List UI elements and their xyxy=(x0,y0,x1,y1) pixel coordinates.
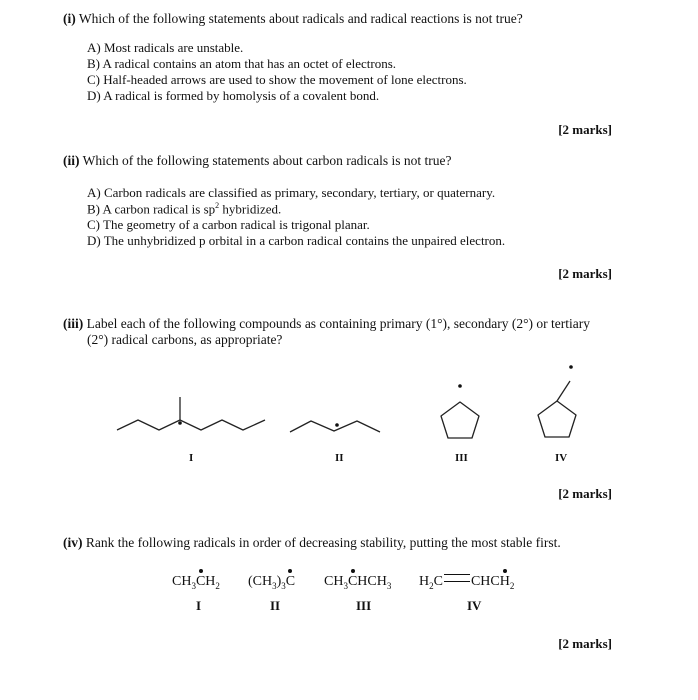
formula-2-label: II xyxy=(270,598,281,613)
formula-3-rad: H xyxy=(357,574,368,589)
structure-1-label: I xyxy=(189,452,194,464)
formula-3-sub1: 3 xyxy=(343,580,348,591)
formula-2-sub2: 3 xyxy=(281,580,286,591)
formula-3-tail: CH xyxy=(367,574,387,589)
question-2-number: (ii) xyxy=(63,153,80,168)
structure-4-label: IV xyxy=(555,452,568,464)
question-1-number: (i) xyxy=(63,11,76,26)
structure-3-label: III xyxy=(455,452,468,464)
formula-4 xyxy=(419,574,514,591)
double-bond-icon xyxy=(444,574,470,582)
question-4-text: Rank the following radicals in order of decreasing stability, putting the most stable first. xyxy=(85,535,561,550)
structure-3-ring xyxy=(441,402,479,438)
formula-1-sub1: 3 xyxy=(191,580,196,591)
q3-marks: [2 marks] xyxy=(558,486,612,501)
question-1-text: Which of the following statements about radicals and radical reactions is not true? xyxy=(78,11,523,26)
structure-1-radical-dot xyxy=(178,421,182,425)
formula-4-radical-center: H xyxy=(499,574,510,589)
formula-4-sub2: 2 xyxy=(509,580,515,591)
q2-option-b-sup: 2 xyxy=(215,201,220,210)
q2-option-d: D) The unhybridized p orbital in a carbon radical contains the unpaired electron. xyxy=(87,233,506,248)
structure-4-methyl xyxy=(557,381,570,401)
formula-1-sub2: 2 xyxy=(215,580,220,591)
formula-2-radical-center: C xyxy=(285,574,296,589)
q2-option-a: A) Carbon radicals are classified as primary, secondary, tertiary, or quaternary. xyxy=(87,185,496,200)
formula-1-pre: CH xyxy=(172,574,192,589)
formula-4-pre: H xyxy=(419,574,430,589)
q2-option-b-text: B) A carbon radical is sp xyxy=(87,201,216,217)
structure-2-chain xyxy=(290,421,380,432)
structure-2-label: II xyxy=(335,452,344,464)
formula-2 xyxy=(248,574,295,591)
q1-option-b: B) A radical contains an atom that has an octet of electrons. xyxy=(87,56,397,71)
q4-marks: [2 marks] xyxy=(558,636,612,651)
structure-4-radical-dot xyxy=(569,365,573,369)
formula-3-pre: CH xyxy=(324,574,344,589)
formula-1-label: I xyxy=(196,598,202,613)
formula-1 xyxy=(172,574,220,591)
question-2-text: Which of the following statements about carbon radicals is not true? xyxy=(82,153,452,168)
formula-3-radical-center: C xyxy=(347,574,358,589)
q1-marks: [2 marks] xyxy=(558,122,612,137)
formula-1-rad: H xyxy=(205,574,216,589)
formula-2-sub1: 3 xyxy=(272,580,277,591)
formula-3-label: III xyxy=(356,598,372,613)
formula-4-tail: CHC xyxy=(470,574,500,589)
question-3-line2: (2°) radical carbons, as appropriate? xyxy=(87,332,283,347)
formula-4-label: IV xyxy=(467,598,482,613)
structure-2-radical-dot xyxy=(335,423,339,427)
structure-3-radical-dot xyxy=(458,384,462,388)
question-4-number: (iv) xyxy=(63,535,83,550)
formula-2-mid: ) xyxy=(276,574,282,589)
formula-4-sub1: 2 xyxy=(429,580,434,591)
question-4 xyxy=(63,535,561,551)
structure-4-ring xyxy=(538,401,576,437)
structure-1-chain xyxy=(117,420,265,430)
q2-option-c: C) The geometry of a carbon radical is trigonal planar. xyxy=(87,217,370,232)
q1-option-a: A) Most radicals are unstable. xyxy=(87,40,244,55)
q2-marks: [2 marks] xyxy=(558,266,612,281)
formula-3-sub2: 3 xyxy=(386,580,392,591)
formula-4-mid: C xyxy=(433,574,443,589)
formula-1-radical-center: C xyxy=(195,574,206,589)
formula-3 xyxy=(324,574,391,591)
q1-option-c: C) Half-headed arrows are used to show the movement of lone electrons. xyxy=(87,72,467,87)
formula-2-pre: (CH xyxy=(248,574,273,589)
question-3-number: (iii) xyxy=(63,316,84,331)
q2-option-b-tail: hybridized. xyxy=(219,201,282,217)
question-3-line1: Label each of the following compounds as containing primary (1°), secondary (2°) or tertiary xyxy=(86,316,591,331)
q1-option-d: D) A radical is formed by homolysis of a covalent bond. xyxy=(87,88,380,103)
